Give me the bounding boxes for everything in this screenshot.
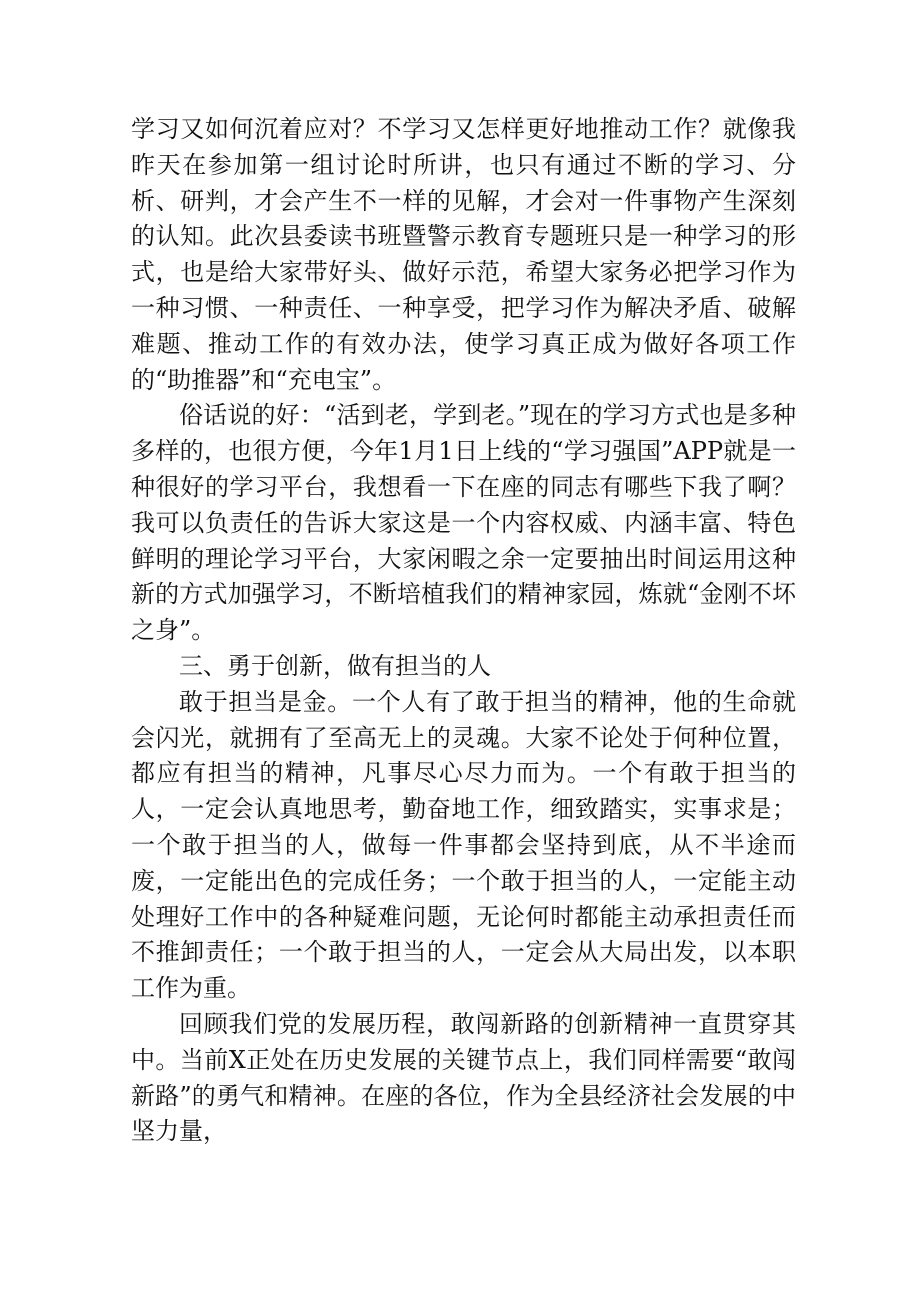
paragraph-1: 学习又如何沉着应对？不学习又怎样更好地推动工作？就像我昨天在参加第一组讨论时所讲，也只有通过不断的学习、分析、研判，才会产生不一样的见解，才会对一件事物产生深刻的认知。此次县委读书班暨警示教育专题班只是一种学习的形式，也是给大家带好头、做好示范，希望大家务必把学习作为一种习惯、一种责任、一种享受，把学习作为解决矛盾、破解难题、推动工作的有效办法，使学习真正成为做好各项工作的“助推器”和“充电宝”。	[131, 115, 796, 394]
paragraph-2: 俗话说的好：“活到老，学到老。”现在的学习方式也是多种多样的，也很方便，今年1月1日上线的“学习强国”APP就是一种很好的学习平台，我想看一下在座的同志有哪些下我了啊？我可以负责任的告诉大家这是一个内容权威、内涵丰富、特色鲜明的理论学习平台，大家闲暇之余一定要抽出时间运用这种新的方式加强学习，不断培植我们的精神家园，炼就“金刚不坏之身”。	[131, 401, 796, 645]
paragraph-3: 敢于担当是金。一个人有了敢于担当的精神，他的生命就会闪光，就拥有了至高无上的灵魂。大家不论处于何种位置，都应有担当的精神，凡事尽心尽力而为。一个有敢于担当的人，一定会认真地思考，勤奋地工作，细致踏实，实事求是；一个敢于担当的人，做每一件事都会坚持到底，从不半途而废，一定能出色的完成任务；一个敢于担当的人，一定能主动处理好工作中的各种疑难问题，无论何时都能主动承担责任而不推卸责任；一个敢于担当的人，一定会从大局出发，以本职工作为重。	[131, 687, 796, 1003]
paragraph-4: 回顾我们党的发展历程，敢闯新路的创新精神一直贯穿其中。当前X正处在历史发展的关键节点上，我们同样需要“敢闯新路”的勇气和精神。在座的各位，作为全县经济社会发展的中坚力量，	[131, 1009, 796, 1146]
document-body	[131, 112, 796, 1150]
section-heading: 三、勇于创新，做有担当的人	[179, 651, 491, 680]
